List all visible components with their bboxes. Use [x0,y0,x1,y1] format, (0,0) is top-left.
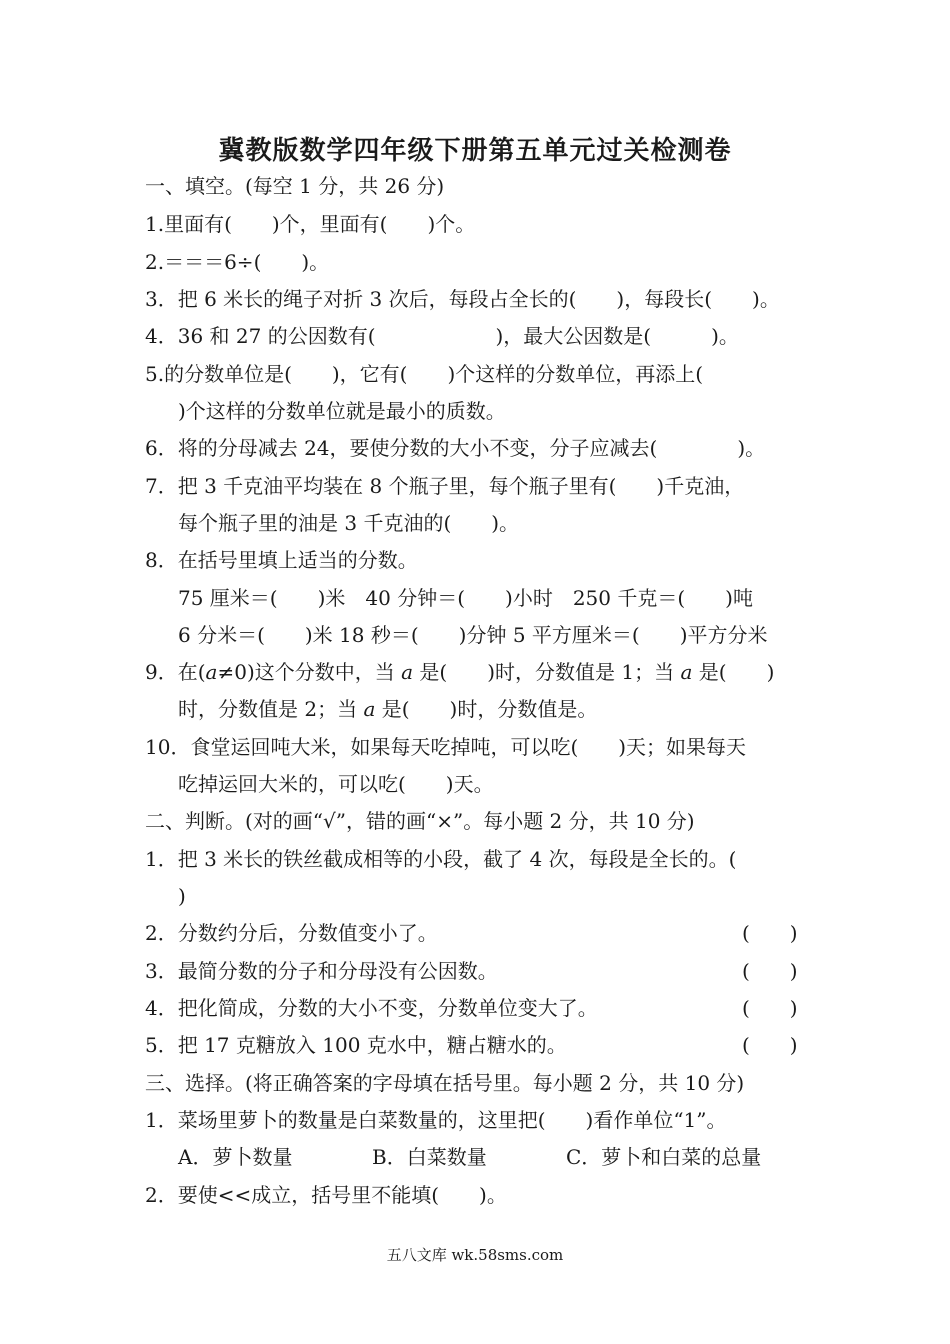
answer-paren: ( ) [742,996,798,1020]
answer-paren: ( ) [742,921,798,945]
section3-header: 三、选择。(将正确答案的字母填在括号里。每小题 2 分，共 10 分) [145,1071,745,1095]
footer-watermark: 五八文库 wk.58sms.com [386,1246,564,1264]
s3-q1-option-a: A．萝卜数量 [178,1145,293,1169]
s1-question-9-line1: 9．在(a≠0)这个分数中，当 a 是( )时，分数值是 1；当 a 是( ) [145,660,775,684]
s3-q1-option-c: C．萝卜和白菜的总量 [566,1145,762,1169]
s1-question-4: 4．36 和 27 的公因数有( )，最大公因数是( )。 [145,324,739,348]
s1-question-8-line1: 8．在括号里填上适当的分数。 [145,548,418,572]
s2-question-3: 3．最简分数的分子和分母没有公因数。 [145,959,498,983]
section2-header: 二、判断。(对的画“√”，错的画“×”。每小题 2 分，共 10 分) [145,809,695,833]
variable-a: a [363,697,376,721]
s1-question-8-line3: 6 分米＝( )米 18 秒＝( )分钟 5 平方厘米＝( )平方分米 [178,623,768,647]
s1-question-1: 1.里面有( )个，里面有( )个。 [145,212,476,236]
s1-question-8-line2: 75 厘米＝( )米 40 分钟＝( )小时 250 千克＝( )吨 [178,586,753,610]
page-title: 冀教版数学四年级下册第五单元过关检测卷 [218,136,732,166]
variable-a: a [401,660,414,684]
answer-paren: ( ) [742,1033,798,1057]
s3-question-2: 2．要使<<成立，括号里不能填( )。 [145,1183,507,1207]
s2-question-5: 5．把 17 克糖放入 100 克水中，糖占糖水的。 [145,1033,567,1057]
s1-question-2: 2.＝＝＝6÷( )。 [145,250,330,274]
s1-question-7-line1: 7．把 3 千克油平均装在 8 个瓶子里，每个瓶子里有( )千克油， [145,474,745,498]
s2-question-1-line2: ) [178,884,186,908]
s2-question-1-line1: 1．把 3 米长的铁丝截成相等的小段，截了 4 次，每段是全长的。( [145,847,737,871]
s1-question-5-line2: )个这样的分数单位就是最小的质数。 [178,399,506,423]
s3-question-1: 1．菜场里萝卜的数量是白菜数量的，这里把( )看作单位“1”。 [145,1108,727,1132]
section1-header: 一、填空。(每空 1 分，共 26 分) [145,174,445,198]
s3-q1-option-b: B．白菜数量 [372,1145,487,1169]
variable-a: a [205,660,218,684]
s1-question-5-line1: 5.的分数单位是( )，它有( )个这样的分数单位，再添上( [145,362,704,386]
s2-question-2: 2．分数约分后，分数值变小了。 [145,921,438,945]
s1-question-10-line1: 10．食堂运回吨大米，如果每天吃掉吨，可以吃( )天；如果每天 [145,735,747,759]
s1-question-9-line2: 时，分数值是 2；当 a 是( )时，分数值是。 [178,697,598,721]
s1-question-10-line2: 吃掉运回大米的，可以吃( )天。 [178,772,494,796]
s1-question-3: 3．把 6 米长的绳子对折 3 次后，每段占全长的( )，每段长( )。 [145,287,780,311]
s1-question-6: 6．将的分母减去 24，要使分数的大小不变，分子应减去( )。 [145,436,766,460]
variable-a: a [680,660,693,684]
s1-question-7-line2: 每个瓶子里的油是 3 千克油的( )。 [178,511,520,535]
s2-question-4: 4．把化简成，分数的大小不变，分数单位变大了。 [145,996,598,1020]
answer-paren: ( ) [742,959,798,983]
